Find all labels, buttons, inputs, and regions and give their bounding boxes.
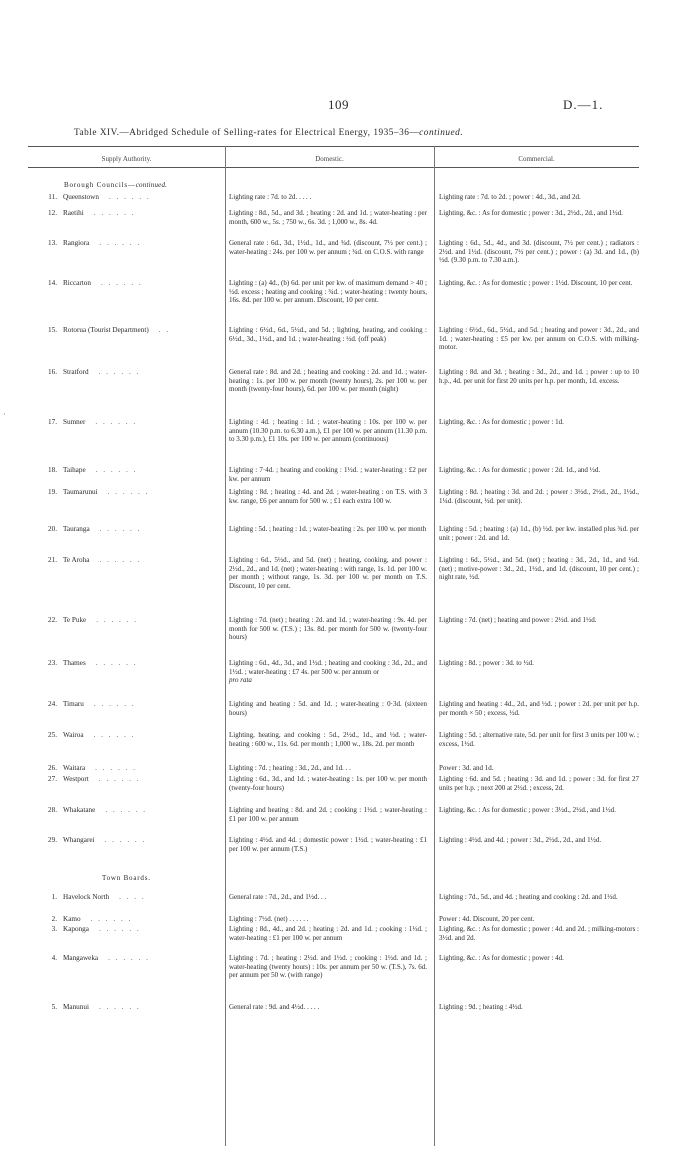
row-number: 24. (48, 700, 57, 708)
commercial-rate-cell: Lighting : 9d. ; heating : 4½d. (439, 1003, 523, 1011)
supply-authority-name: Riccarton (63, 279, 91, 287)
supply-authority-name: Taihape (63, 466, 86, 474)
domestic-rate-cell: Lighting : 6d., 5½d., and 5d. (net) ; heating, cooking, and power : 2½d., 2d., and 1d. (net) ; water-heating : with range, 1s. 1d. per 100 w. per month ; without range, 1s. 3d. per 100 w. per month on T.S. Discount, 10 per cent. (229, 556, 427, 590)
commercial-rate-cell: Lighting, &c. : As for domestic ; power : 4d. and 2d. ; milking-motors : 3½d. and 2d. (439, 925, 639, 942)
commercial-rate-cell: Lighting, &c. : As for domestic ; power : 1½d. Discount, 10 per cent. (439, 279, 633, 287)
leader-dots: . . . . . . (96, 616, 139, 624)
domestic-rate-cell: Lighting : 6d., 3d., and 1d. ; water-heating : 1s. per 100 w. per month (twenty-four hours) (229, 775, 427, 792)
domestic-rate-cell: Lighting : 6d., 4d., 3d., and 1½d. ; heating and cooking : 3d., 2d., and 1½d. ; water-heating : £7 4s. per 500 w. per annum or pro rata (229, 659, 427, 685)
row-number: 11. (48, 193, 57, 201)
row-number: 23. (48, 659, 57, 667)
row-number: 12. (48, 209, 57, 217)
supply-authority-name: Whangarei (63, 836, 95, 844)
supply-authority-name: Kaponga (63, 925, 89, 933)
column-divider-2 (434, 146, 435, 1146)
row-number: 2. (51, 915, 57, 923)
supply-authority-cell (63, 1003, 225, 1012)
row-number: 5. (51, 1003, 57, 1011)
table-top-rule (28, 146, 639, 147)
supply-authority-name: Queenstown (63, 193, 99, 201)
commercial-rate-cell: Power : 3d. and 1d. (439, 764, 494, 772)
commercial-rate-cell: Lighting, &c. : As for domestic ; power : 1d. (439, 418, 564, 426)
section-town-boards: Town Boards. (102, 874, 151, 882)
supply-authority-cell (63, 659, 225, 668)
supply-authority-cell (63, 616, 225, 625)
supply-authority-cell (63, 836, 225, 845)
supply-authority-name: Waitara (63, 764, 86, 772)
row-number: 13. (48, 239, 57, 247)
supply-authority-cell (63, 193, 225, 202)
table-title-text: Table XIV.—Abridged Schedule of Selling-rates for Electrical Energy, 1935–36— (74, 128, 420, 138)
commercial-rate-cell: Lighting : 4½d. and 4d. ; power : 3d., 2½d., 2d., and 1½d. (439, 836, 602, 844)
supply-authority-cell (63, 466, 225, 475)
leader-dots: . . . . . . (104, 836, 147, 844)
commercial-rate-cell: Lighting : 6½d., 6d., 5½d., and 5d. ; heating and power : 3d., 2d., and 1d. ; water-heating : £5 per kw. per annum on C.O.S. with milking-motor. (439, 326, 639, 352)
row-number: 28. (48, 806, 57, 814)
domestic-rate-cell: Lighting : 8d., 4d., and 2d. ; heating : 2d. and 1d. ; cooking : 1½d. ; water-heating : £1 per 100 w. per annum (229, 925, 427, 942)
supply-authority-name: Thames (63, 659, 86, 667)
supply-authority-cell (63, 239, 225, 248)
supply-authority-name: Rotorua (Tourist Department) (63, 326, 149, 334)
domestic-rate-cell: Lighting : (a) 4d., (b) 6d. per unit per kw. of maximum demand > 40 ; ½d. excess ; heating and cooking : ¾d. ; water-heating : twenty hours, 16s. 8d. per 100 w. per annum. Discount, 10 per cent. (229, 279, 427, 305)
supply-authority-cell (63, 418, 225, 427)
row-number: 20. (48, 525, 57, 533)
leader-dots: . . . . . . (98, 368, 141, 376)
supply-authority-name: Taumarunui (63, 488, 98, 496)
leader-dots: . . (158, 326, 171, 334)
section-borough-title: Borough Councils— (64, 181, 136, 189)
supply-authority-name: Mangaweka (63, 954, 99, 962)
column-divider-1 (225, 146, 226, 1146)
supply-authority-name: Manunui (63, 1003, 89, 1011)
domestic-rate-cell: General rate : 8d. and 2d. ; heating and cooking : 2d. and 1d. ; water-heating : 1s. per 100 w. per month (twenty hours), 2s. per 100 w. per month (twenty-four hours), 6d. per 100 w. per month (night) (229, 368, 427, 394)
leader-dots: . . . . . . (95, 659, 138, 667)
leader-dots: . . . . . . (100, 279, 143, 287)
leader-dots: . . . . . . (105, 806, 148, 814)
document-reference: D.—1. (563, 97, 604, 112)
domestic-rate-cell: Lighting : 8d. ; heating : 4d. and 2d. ; water-heating : on T.S. with 3 kw. range, £6 per annum for 500 w. ; £1 each extra 100 w. (229, 488, 427, 505)
domestic-rate-cell: Lighting : 6½d., 6d., 5½d., and 5d. ; lighting, heating, and cooking : 6½d., 3d., 1½d., and 1d. ; water-heating : ½d. (off peak) (229, 326, 427, 343)
leader-dots: . . . . . . (99, 525, 142, 533)
margin-mark: · (3, 410, 6, 419)
row-number: 17. (48, 418, 57, 426)
commercial-rate-cell: Lighting : 7d. (net) ; heating and power : 2½d. and 1½d. (439, 616, 597, 624)
commercial-rate-cell: Lighting : 6d., 5½d., and 5d. (net) ; heating : 3d., 2d., 1d., and ½d. (net) ; motive-power : 3d., 2d., 1½d., and 1d. (discount, 10 per cent.) ; night rate, ½d. (439, 556, 639, 582)
supply-authority-name: Wairoa (63, 731, 84, 739)
supply-authority-name: Rangiora (63, 239, 90, 247)
commercial-rate-cell: Lighting : 7d., 5d., and 4d. ; heating and cooking : 2d. and 1½d. (439, 893, 618, 901)
leader-dots: . . . . . . (99, 239, 142, 247)
supply-authority-name: Westport (63, 775, 89, 783)
supply-authority-cell (63, 326, 225, 335)
leader-dots: . . . . . . (93, 700, 136, 708)
domestic-rate-cell: General rate : 9d. and 4½d. . . . . (229, 1003, 320, 1011)
leader-dots: . . . . . . (93, 209, 136, 217)
commercial-rate-cell: Lighting and heating : 4d., 2d., and ½d. ; power : 2d. per unit per h.p. per month × 50 ; excess, ½d. (439, 700, 639, 717)
commercial-rate-cell: Lighting : 8d. and 3d. ; heating : 3d., 2d., and 1d. ; power : up to 10 h.p., 4d. per unit for first 20 units per h.p. per month, 1d. excess. (439, 368, 639, 385)
supply-authority-cell (63, 775, 225, 784)
row-number: 3. (51, 925, 57, 933)
domestic-rate-cell: Lighting and heating : 8d. and 2d. ; cooking : 1½d. ; water-heating : £1 per 100 w. per annum (229, 806, 427, 823)
supply-authority-name: Havelock North (63, 893, 110, 901)
column-header-domestic: Domestic. (315, 155, 344, 163)
commercial-rate-cell: Lighting, &c. : As for domestic ; power : 2d. 1d., and ½d. (439, 466, 601, 474)
commercial-rate-cell: Lighting : 8d. ; heating : 3d. and 2d. ; power : 3½d., 2½d., 2d., 1½d., 1¼d. (discount, ½d. per unit). (439, 488, 639, 505)
domestic-rate-cell: Lighting : 5d. ; heating : 1d. ; water-heating : 2s. per 100 w. per month (229, 525, 427, 533)
leader-dots: . . . . . . (98, 775, 141, 783)
leader-dots: . . . . . . (99, 556, 142, 564)
commercial-rate-cell: Lighting : 5d. ; alternative rate, 5d. per unit for first 3 units per 100 w. ; excess, 1½d. (439, 731, 639, 748)
supply-authority-cell (63, 700, 225, 709)
domestic-rate-cell: Lighting : 7d. (net) ; heating : 2d. and 1d. ; water-heating : 9s. 4d. per month for 500 w. (T.S.) ; 13s. 8d. per month for 500 w. (twenty-four hours) (229, 616, 427, 642)
domestic-rate-cell: Lighting and heating : 5d. and 1d. ; water-heating : 0·3d. (sixteen hours) (229, 700, 427, 717)
commercial-rate-cell: Lighting : 8d. ; power : 3d. to ½d. (439, 659, 534, 667)
supply-authority-name: Raetihi (63, 209, 84, 217)
leader-dots: . . . . . . (107, 488, 150, 496)
leader-dots: . . . . . . (95, 418, 138, 426)
supply-authority-cell (63, 954, 225, 963)
supply-authority-cell (63, 731, 225, 740)
section-borough-continued: continued. (135, 181, 168, 189)
domestic-rate-cell: Lighting : 7½d. (net) . . . . . . (229, 915, 309, 923)
leader-dots: . . . . . . (90, 915, 133, 923)
supply-authority-name: Timaru (63, 700, 84, 708)
commercial-rate-cell: Lighting, &c. : As for domestic ; power : 4d. (439, 954, 564, 962)
row-number: 14. (48, 279, 57, 287)
supply-authority-cell (63, 525, 225, 534)
page-number: 109 (328, 97, 349, 112)
row-number: 21. (48, 556, 57, 564)
supply-authority-name: Tauranga (63, 525, 90, 533)
supply-authority-cell (63, 209, 225, 218)
row-number: 15. (48, 326, 57, 334)
leader-dots: . . . . . . (95, 466, 138, 474)
domestic-rate-cell: Lighting : 4½d. and 4d. ; domestic power : 1½d. ; water-heating : £1 per 100 w. per annum (T.S.) (229, 836, 427, 853)
row-number: 25. (48, 731, 57, 739)
domestic-rate-cell: Lighting rate : 7d. to 2d. . . . . (229, 193, 312, 201)
supply-authority-name: Stratford (63, 368, 89, 376)
row-number: 27. (48, 775, 57, 783)
supply-authority-name: Sumner (63, 418, 86, 426)
supply-authority-cell (63, 915, 225, 924)
row-number: 19. (48, 488, 57, 496)
leader-dots: . . . . . . (98, 925, 141, 933)
leader-dots: . . . . . . (98, 1003, 141, 1011)
commercial-rate-cell: Lighting : 6d., 5d., 4d., and 3d. (discount, 7½ per cent.) ; radiators : 2½d. and 1½d. (discount, 7½ per cent.) ; power : (a) 3d. and 1d., (b) ½d. (9.30 p.m. to 7.30 a.m.). (439, 239, 639, 265)
column-header-authority: Supply Authority. (101, 155, 152, 163)
row-number: 1. (51, 893, 57, 901)
domestic-rate-cell: Lighting : 7d. ; heating : 2½d. and 1½d. ; cooking : 1½d. and 1d. ; water-heating (twenty hours) : 10s. per annum per 50 w. (T.S.), 7s. 6d. per annum per 50 w. (with range) (229, 954, 427, 980)
domestic-rate-cell: Lighting : 8d., 5d., and 3d. ; heating : 2d. and 1d. ; water-heating : per month, 600 w., 5s. ; 750 w., 6s. 3d. ; 1,000 w., 8s. 4d. (229, 209, 427, 226)
supply-authority-cell (63, 893, 225, 902)
supply-authority-name: Te Aroha (63, 556, 90, 564)
leader-dots: . . . . (119, 893, 146, 901)
domestic-rate-cell: General rate : 6d., 3d., 1½d., 1d., and ¾d. (discount, 7½ per cent.) ; water-heating : 24s. per 100 w. per annum ; ¾d. on C.O.S. with range (229, 239, 427, 256)
supply-authority-name: Kamo (63, 915, 81, 923)
supply-authority-name: Te Puke (63, 616, 87, 624)
leader-dots: . . . . . . (95, 764, 137, 772)
row-number: 18. (48, 466, 57, 474)
section-borough-councils (64, 181, 167, 189)
domestic-rate-cell: General rate : 7d., 2d., and 1½d. . . (229, 893, 327, 901)
commercial-rate-cell: Lighting : 5d. ; heating : (a) 1d., (b) ½d. per kw. installed plus ¾d. per unit ; power : 2d. and 1d. (439, 525, 639, 542)
supply-authority-cell (63, 279, 225, 288)
domestic-rate-cell: Lighting : 7d. ; heating : 3d., 2d., and 1d. . . (229, 764, 351, 772)
commercial-rate-cell: Lighting, &c. : As for domestic ; power : 3d., 2½d., 2d., and 1½d. (439, 209, 623, 217)
commercial-rate-cell: Lighting rate : 7d. to 2d. ; power : 4d., 3d., and 2d. (439, 193, 581, 201)
supply-authority-cell (63, 764, 225, 773)
supply-authority-cell (63, 806, 225, 815)
supply-authority-name: Whakatane (63, 806, 96, 814)
supply-authority-cell (63, 925, 225, 934)
domestic-rate-cell: Lighting, heating, and cooking : 5d., 2½d., 1d., and ½d. ; water-heating : 600 w., 11s. 6d. per month ; 1,000 w., 18s. 2d. per month (229, 731, 427, 748)
commercial-rate-cell: Lighting, &c. : As for domestic ; power : 3½d., 2½d., and 1½d. (439, 806, 616, 814)
column-header-commercial: Commercial. (518, 155, 555, 163)
table-header-rule (28, 167, 639, 168)
leader-dots: . . . . . . (108, 954, 150, 962)
leader-dots: . . . . . . (108, 193, 151, 201)
domestic-rate-note: pro rata (229, 676, 252, 685)
table-title (74, 128, 634, 138)
row-number: 22. (48, 616, 57, 624)
domestic-rate-cell: Lighting : 4d. ; heating : 1d. ; water-heating : 10s. per 100 w. per annum (10.30 p.m. to 6.30 a.m.), £1 per 100 w. per annum (11.30 p.m. to 3.30 p.m.), £1 10s. per 100 w. per annum (continuous) (229, 418, 427, 444)
leader-dots: . . . . . . (93, 731, 136, 739)
table-title-continued: continued. (419, 128, 464, 138)
supply-authority-cell (63, 556, 225, 565)
row-number: 26. (48, 764, 57, 772)
domestic-rate-cell: Lighting : 7·4d. ; heating and cooking : 1½d. ; water-heating : £2 per kw. per annum (229, 466, 427, 483)
row-number: 4. (51, 954, 57, 962)
row-number: 16. (48, 368, 57, 376)
supply-authority-cell (63, 488, 225, 497)
commercial-rate-cell: Power : 4d. Discount, 20 per cent. (439, 915, 535, 923)
commercial-rate-cell: Lighting : 6d. and 5d. ; heating : 3d. and 1d. ; power : 3d. for first 27 units per h.p. ; next 200 at 2½d. ; excess, 2d. (439, 775, 639, 792)
row-number: 29. (48, 836, 57, 844)
supply-authority-cell (63, 368, 225, 377)
